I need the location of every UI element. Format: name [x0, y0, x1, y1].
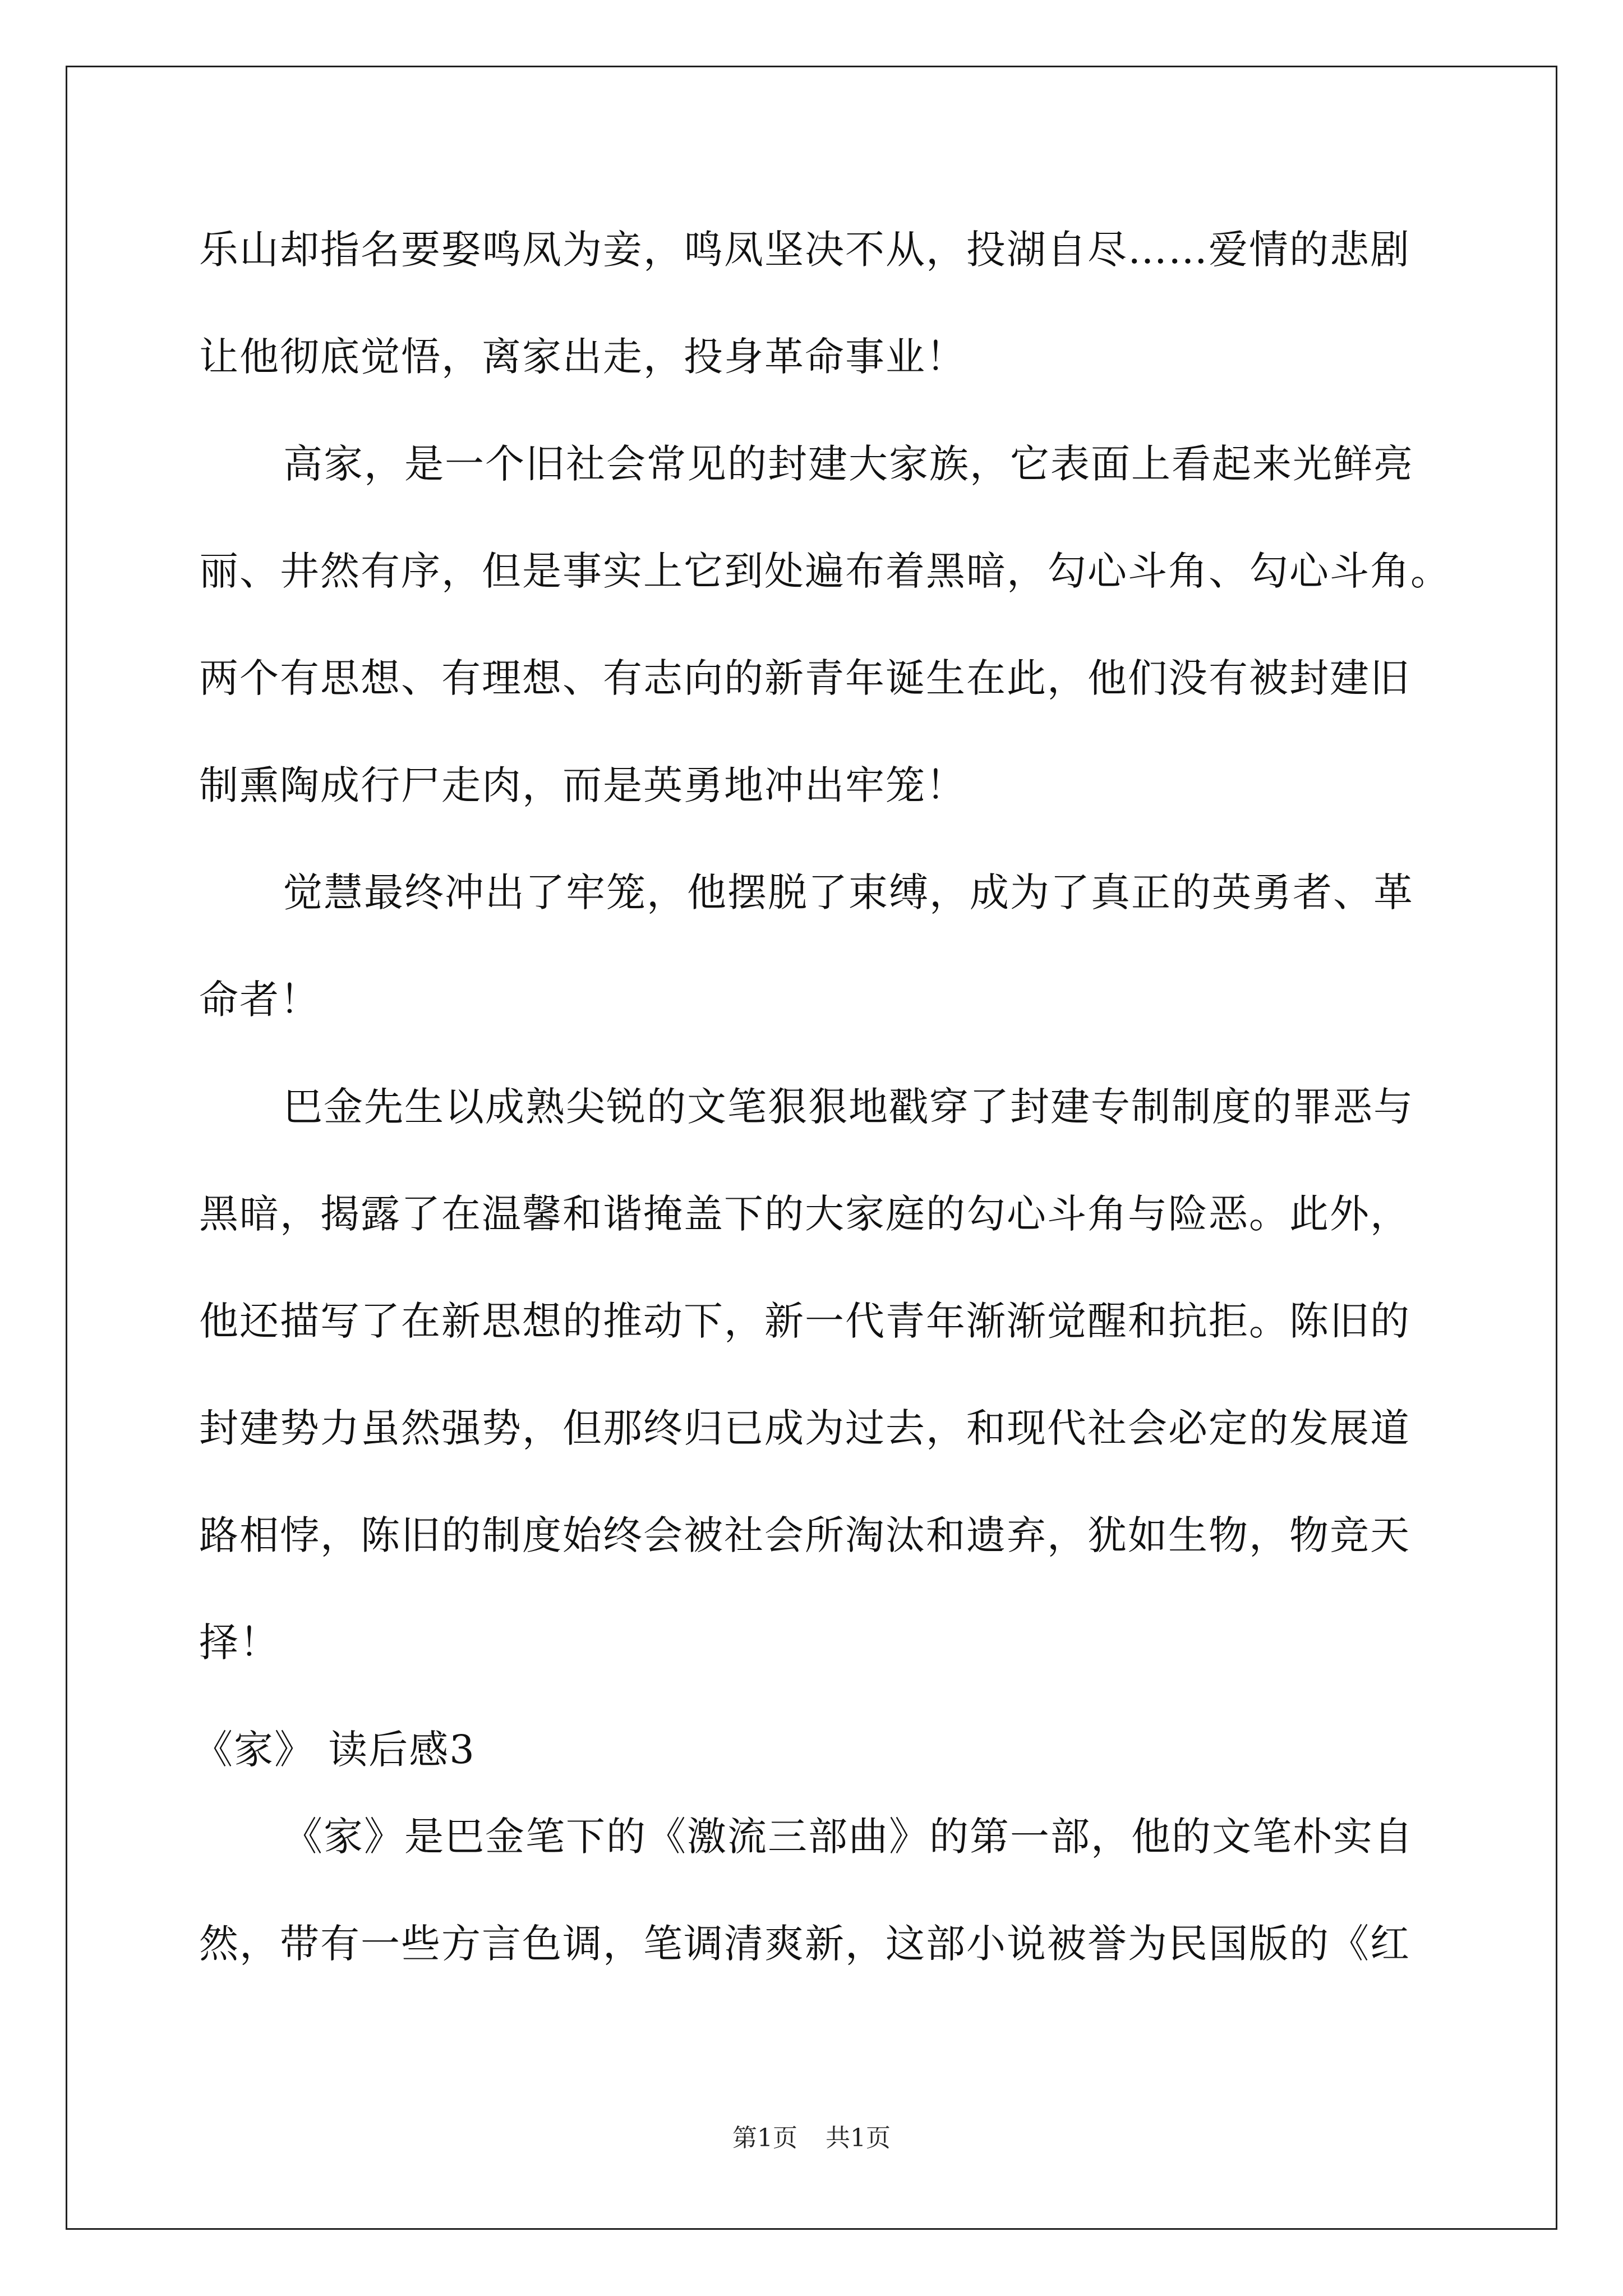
- text-line: 制熏陶成行尸走肉，而是英勇地冲出牢笼！: [199, 762, 966, 808]
- text-line: 路相悖，陈旧的制度始终会被社会所淘汰和遗弃，犹如生物，物竞天: [199, 1512, 1410, 1558]
- text-line: 他还描写了在新思想的推动下，新一代青年渐渐觉醒和抗拒。陈旧的: [199, 1298, 1410, 1344]
- text-line: 封建势力虽然强势，但那终归已成为过去，和现代社会必定的发展道: [199, 1405, 1410, 1451]
- text-line: 然，带有一些方言色调，笔调清爽新，这部小说被誉为民国版的《红: [199, 1921, 1410, 1967]
- page-footer: [0, 2122, 1623, 2155]
- text-line: 命者！: [199, 977, 320, 1023]
- text-line: 择！: [199, 1619, 280, 1665]
- paragraph-start-line: 高家，是一个旧社会常见的封建大家族，它表面上看起来光鲜亮: [283, 441, 1414, 487]
- text-line: 黑暗，揭露了在温馨和谐掩盖下的大家庭的勾心斗角与险恶。此外，: [199, 1191, 1410, 1237]
- page-number: 第1页: [732, 2124, 797, 2152]
- text-line: 乐山却指名要娶鸣凤为妾，鸣凤坚决不从，投湖自尽……爱情的悲剧: [199, 227, 1410, 273]
- paragraph-start-line: 觉慧最终冲出了牢笼，他摆脱了束缚，成为了真正的英勇者、革: [283, 869, 1414, 915]
- section-heading: 《家》 读后感3: [193, 1727, 476, 1773]
- page-total: 共1页: [826, 2124, 891, 2152]
- text-line: 让他彻底觉悟，离家出走，投身革命事业！: [199, 334, 966, 380]
- text-line: 两个有思想、有理想、有志向的新青年诞生在此，他们没有被封建旧: [199, 655, 1410, 701]
- text-line: 丽、井然有序，但是事实上它到处遍布着黑暗，勾心斗角、勾心斗角。: [199, 548, 1451, 594]
- paragraph-start-line: 巴金先生以成熟尖锐的文笔狠狠地戳穿了封建专制制度的罪恶与: [283, 1084, 1414, 1130]
- paragraph-start-line: 《家》是巴金笔下的《激流三部曲》的第一部，他的文笔朴实自: [283, 1814, 1414, 1860]
- document-body: [193, 213, 1451, 2014]
